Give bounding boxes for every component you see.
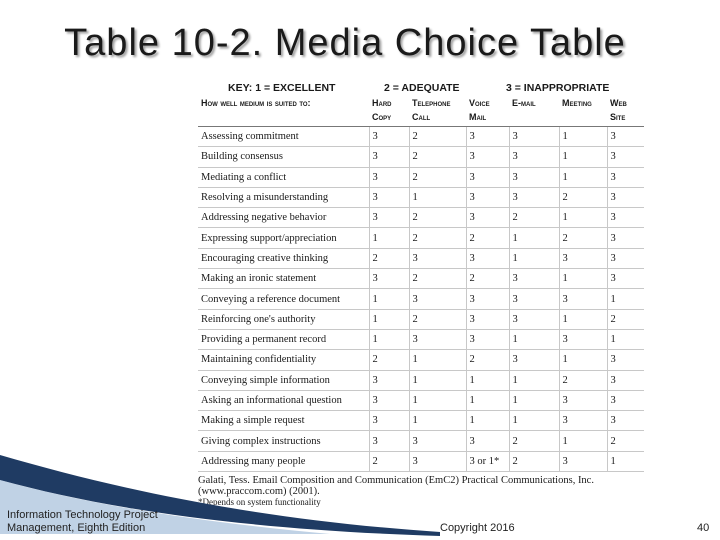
footer-book-title [7, 509, 158, 535]
table-row [198, 309, 644, 329]
rating-cell: 3 [409, 451, 466, 471]
row-label: Resolving a misunderstanding [198, 187, 369, 207]
row-label: Assessing commitment [198, 127, 369, 147]
rating-cell: 1 [559, 127, 607, 147]
rating-cell: 3 [466, 147, 509, 167]
rating-cell: 1 [509, 411, 559, 431]
rating-cell: 1 [369, 329, 409, 349]
rating-cell: 1 [607, 329, 644, 349]
row-label: Addressing negative behavior [198, 208, 369, 228]
key-excellent: KEY: 1 = EXCELLENT [228, 82, 336, 94]
rating-cell: 1 [409, 370, 466, 390]
column-header-web-site: Web [610, 98, 627, 108]
rating-cell: 1 [559, 309, 607, 329]
table-row [198, 167, 644, 187]
rating-cell: 2 [509, 208, 559, 228]
rating-cell: 3 [369, 370, 409, 390]
table-row [198, 248, 644, 268]
row-label: Building consensus [198, 147, 369, 167]
key-adequate: 2 = ADEQUATE [384, 82, 460, 94]
rating-cell: 1 [509, 370, 559, 390]
row-label: Addressing many people [198, 451, 369, 471]
rating-cell: 1 [409, 350, 466, 370]
rating-cell: 1 [369, 289, 409, 309]
rating-cell: 2 [409, 269, 466, 289]
rating-cell: 2 [409, 147, 466, 167]
rating-cell: 2 [409, 309, 466, 329]
rating-cell: 3 [369, 147, 409, 167]
column-header-web-site-line2: Site [610, 112, 626, 122]
rating-cell: 3 [509, 309, 559, 329]
rating-cell: 2 [409, 127, 466, 147]
rating-cell: 1 [509, 228, 559, 248]
rating-cell: 2 [369, 451, 409, 471]
rating-cell: 3 [369, 390, 409, 410]
caption-url: (www.praccom.com) (2001). [198, 486, 320, 498]
rating-cell: 1 [559, 269, 607, 289]
rating-cell: 1 [559, 350, 607, 370]
rating-cell: 1 [607, 451, 644, 471]
table-row [198, 289, 644, 309]
row-label: Making an ironic statement [198, 269, 369, 289]
rating-cell: 2 [466, 228, 509, 248]
table-row [198, 269, 644, 289]
rating-cell: 2 [369, 248, 409, 268]
rating-cell: 3 [607, 167, 644, 187]
table-row [198, 208, 644, 228]
table-row [198, 431, 644, 451]
footer-book-line1: Information Technology Project [7, 509, 158, 521]
rating-cell: 3 [607, 187, 644, 207]
rating-cell: 3 [509, 167, 559, 187]
table-row [198, 350, 644, 370]
media-choice-table [198, 82, 644, 508]
rating-cell: 3 [509, 187, 559, 207]
row-label: Giving complex instructions [198, 431, 369, 451]
media-table-body [198, 127, 644, 472]
row-label: Reinforcing one's authority [198, 309, 369, 329]
rating-cell: 3 [466, 167, 509, 187]
rating-cell: 3 [559, 451, 607, 471]
rating-cell: 2 [369, 350, 409, 370]
rating-cell: 1 [509, 329, 559, 349]
rating-cell: 3 [409, 289, 466, 309]
rating-cell: 3 [466, 329, 509, 349]
column-header-meeting: Meeting [562, 98, 592, 108]
rating-cell: 3 [607, 147, 644, 167]
rating-cell: 1 [559, 208, 607, 228]
rating-cell: 2 [409, 228, 466, 248]
rating-cell: 2 [409, 208, 466, 228]
row-label: Making a simple request [198, 411, 369, 431]
column-header-email: E-mail [512, 98, 536, 108]
rating-cell: 3 [369, 411, 409, 431]
rating-cell: 1 [369, 309, 409, 329]
rating-cell: 2 [509, 451, 559, 471]
table-row [198, 127, 644, 147]
rating-cell: 2 [559, 228, 607, 248]
rating-cell: 3 [607, 248, 644, 268]
caption-source: Galati, Tess. Email Composition and Communication (EmC2) Practical Communications, Inc. [198, 475, 594, 487]
page-number: 40 [697, 522, 710, 534]
rating-cell: 3 [409, 329, 466, 349]
rating-cell: 3 [607, 390, 644, 410]
row-label: Conveying simple information [198, 370, 369, 390]
rating-cell: 2 [607, 309, 644, 329]
row-label: Maintaining confidentiality [198, 350, 369, 370]
rating-cell: 3 [509, 127, 559, 147]
rating-cell: 1 [466, 411, 509, 431]
rating-cell: 2 [607, 431, 644, 451]
row-label: Conveying a reference document [198, 289, 369, 309]
column-header-voice-mail: Voice [469, 98, 490, 108]
row-label: Asking an informational question [198, 390, 369, 410]
rating-cell: 3 [559, 248, 607, 268]
rating-cell: 2 [559, 187, 607, 207]
rating-cell: 3 [466, 431, 509, 451]
rating-cell: 2 [409, 167, 466, 187]
rating-cell: 3 [466, 127, 509, 147]
rating-cell: 3 [409, 431, 466, 451]
rating-cell: 3 [466, 309, 509, 329]
rating-cell: 1 [559, 431, 607, 451]
column-header-voice-mail-line2: Mail [469, 112, 487, 122]
table-row [198, 411, 644, 431]
rating-cell: 3 [607, 228, 644, 248]
rating-cell: 1 [559, 167, 607, 187]
rating-cell: 3 [509, 350, 559, 370]
table-row [198, 147, 644, 167]
column-header-hard-copy: Hard [372, 98, 392, 108]
column-header-hard-copy-line2: Copy [372, 112, 392, 122]
rating-cell: 1 [409, 390, 466, 410]
rating-cell: 1 [509, 248, 559, 268]
rating-cell: 1 [466, 370, 509, 390]
table-row [198, 187, 644, 207]
table-row [198, 370, 644, 390]
rating-cell: 3 [369, 167, 409, 187]
row-label: Encouraging creative thinking [198, 248, 369, 268]
table-row [198, 329, 644, 349]
caption-footnote: *Depends on system functionality [198, 497, 321, 508]
rating-cell: 3 [466, 289, 509, 309]
rating-cell: 3 [509, 147, 559, 167]
rating-cell: 3 [607, 269, 644, 289]
rating-cell: 3 [369, 269, 409, 289]
table-row [198, 390, 644, 410]
column-header-telephone-call: Telephone [412, 98, 451, 108]
table-key [198, 82, 644, 96]
row-label: Providing a permanent record [198, 329, 369, 349]
rating-cell: 3 [369, 431, 409, 451]
rating-cell: 3 [509, 269, 559, 289]
rating-cell: 3 [466, 187, 509, 207]
table-header [198, 96, 644, 127]
rating-cell: 3 [607, 208, 644, 228]
rating-cell: 3 [559, 411, 607, 431]
rating-cell: 3 or 1* [466, 451, 509, 471]
rating-cell: 2 [466, 269, 509, 289]
rating-cell: 2 [509, 431, 559, 451]
rating-cell: 1 [409, 187, 466, 207]
rating-cell: 3 [369, 187, 409, 207]
rating-cell: 3 [369, 127, 409, 147]
rating-cell: 1 [409, 411, 466, 431]
key-inappropriate: 3 = INAPPROPRIATE [506, 82, 610, 94]
rating-cell: 3 [607, 411, 644, 431]
rating-cell: 3 [409, 248, 466, 268]
rating-cell: 3 [559, 390, 607, 410]
rating-cell: 3 [466, 248, 509, 268]
rating-cell: 3 [607, 350, 644, 370]
column-header-telephone-call-line2: Call [412, 112, 431, 122]
rating-cell: 1 [466, 390, 509, 410]
rating-cell: 3 [466, 208, 509, 228]
rating-cell: 3 [607, 370, 644, 390]
rating-cell: 1 [369, 228, 409, 248]
slide-title: Table 10-2. Media Choice Table [64, 22, 626, 64]
row-label: Expressing support/appreciation [198, 228, 369, 248]
rating-cell: 1 [607, 289, 644, 309]
rating-cell: 2 [466, 350, 509, 370]
row-label-header: How well medium is suited to: [201, 98, 311, 108]
rating-cell: 3 [509, 289, 559, 309]
row-label: Mediating a conflict [198, 167, 369, 187]
footer-copyright: Copyright 2016 [440, 522, 515, 534]
footer-book-line2: Management, Eighth Edition [7, 522, 146, 534]
rating-cell: 1 [509, 390, 559, 410]
rating-cell: 3 [369, 208, 409, 228]
table-row [198, 228, 644, 248]
rating-cell: 2 [559, 370, 607, 390]
rating-cell: 1 [559, 147, 607, 167]
rating-cell: 3 [559, 329, 607, 349]
rating-cell: 3 [559, 289, 607, 309]
rating-cell: 3 [607, 127, 644, 147]
